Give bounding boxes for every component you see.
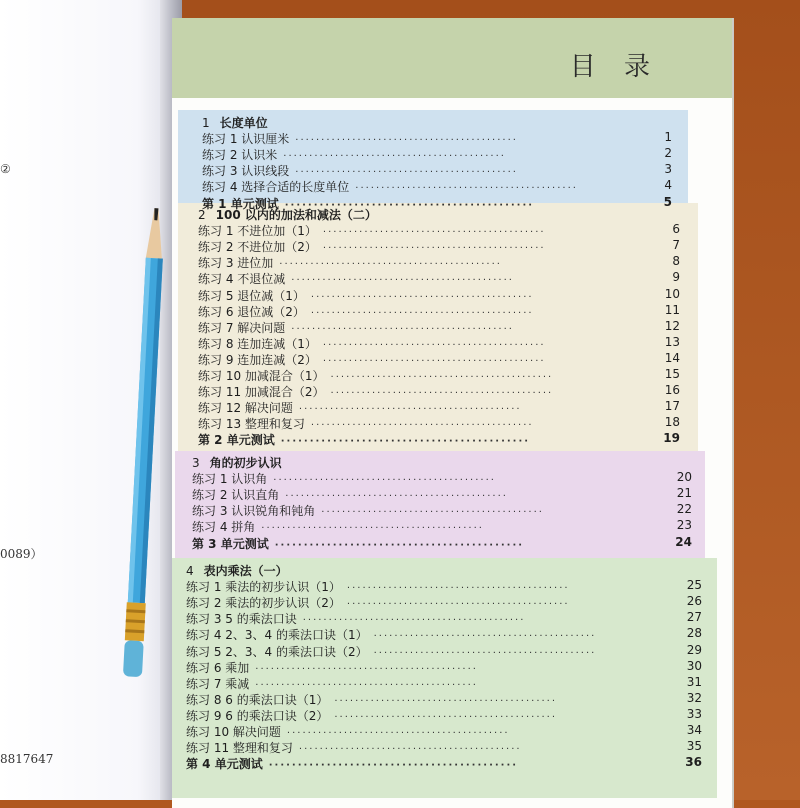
leader-dots: ··········································· [285,491,508,503]
toc-entry [186,626,702,643]
leader-dots: ··········································· [322,339,546,351]
leader-dots: ··········································· [298,404,522,416]
toc-entry [202,178,672,195]
entry-page-number: 13 [664,334,680,349]
toc-entry [186,610,702,627]
toc-entry [202,162,672,179]
entry-page-number: 11 [664,302,680,317]
entry-page-number: 18 [664,415,680,430]
entry-page-number: 16 [664,383,680,398]
leader-dots: ··········································· [295,167,518,179]
entry-page-number: 24 [675,534,692,549]
entry-page-number: 33 [686,706,702,721]
entry-label: 练习 1 不进位加（1） [198,224,317,239]
toc-entry [192,518,692,535]
section-heading [198,206,377,223]
section-number: 1 [202,116,210,130]
entry-page-number: 29 [686,642,702,657]
leader-dots: ··········································· [295,135,518,147]
toc-entry [192,486,692,503]
entry-page-number: 17 [664,399,680,414]
entry-page-number: 34 [686,723,702,737]
leader-dots: ··········································· [322,227,546,239]
entry-page-number: 22 [676,502,692,517]
section-number: 4 [186,564,194,578]
entry-label: 练习 9 连加连减（2） [198,352,317,367]
leader-dots: ··········································· [255,679,478,691]
entry-label: 练习 3 进位加 [198,256,274,271]
leader-dots: ··········································· [274,539,525,551]
leader-dots: ··········································· [284,199,535,211]
entry-label: 练习 13 整理和复习 [198,417,305,432]
entry-label: 练习 3 认识锐角和钝角 [192,504,316,519]
leader-dots: ··········································· [261,523,484,535]
entry-label: 练习 4 选择合适的长度单位 [202,180,350,195]
toc-entry [198,351,680,368]
left-page-fragment: ② [0,162,11,176]
entry-label: 练习 7 乘减 [186,676,250,691]
entry-label: 练习 10 加减混合（1） [198,369,325,383]
entry-page-number: 19 [663,431,680,446]
section-number: 3 [192,456,200,470]
leader-dots: ··········································· [322,243,546,255]
leader-dots: ··········································· [279,259,502,271]
entry-label: 练习 7 解决问题 [198,320,286,335]
unit-test-entry [198,431,680,448]
leader-dots: ··········································· [310,291,534,303]
left-page-fragment: 0089） [0,547,43,561]
pencil-eraser [123,640,144,677]
toc-entry [198,415,680,432]
entry-page-number: 4 [664,178,672,193]
entry-page-number: 15 [664,367,680,381]
entry-page-number: 28 [686,626,702,641]
toc-entry [186,578,702,595]
toc-entry [186,659,702,676]
entry-page-number: 35 [686,739,702,754]
entry-page-number: 3 [664,162,672,177]
section-heading [202,114,268,131]
section-number: 2 [198,208,206,222]
leader-dots: ··········································· [321,507,544,519]
toc-entry [202,130,672,147]
entry-label: 练习 6 退位减（2） [198,304,305,319]
toc-entry [198,287,680,304]
leader-dots: ··········································· [373,631,597,643]
entry-page-number: 14 [664,350,680,365]
entry-label: 第 3 单元测试 [192,536,269,551]
entry-label: 练习 4 拼角 [192,520,256,535]
page-title: 目 录 [569,52,660,82]
entry-page-number: 23 [676,518,692,533]
leader-dots: ··········································· [310,307,534,319]
leader-dots: ··········································· [283,151,506,163]
toc-entry [186,723,702,740]
section-title: 角的初步认识 [209,456,282,470]
entry-label: 练习 10 解决问题 [186,725,281,739]
entry-label: 练习 3 认识线段 [202,164,290,179]
entry-label: 第 2 单元测试 [198,433,275,448]
entry-label: 练习 1 认识角 [192,472,268,487]
leader-dots: ··········································· [310,420,534,432]
entry-label: 练习 11 整理和复习 [186,741,293,756]
entry-page-number: 8 [672,254,680,269]
entry-label: 练习 3 5 的乘法口诀 [186,612,297,627]
entry-label: 练习 5 2、3、4 的乘法口诀（2） [186,644,368,659]
toc-entry [186,675,702,692]
toc-entry [198,238,680,255]
toc-entry [186,691,702,708]
leader-dots: ··········································· [286,728,510,739]
entry-page-number: 7 [672,238,680,253]
entry-label: 练习 5 退位减（1） [198,288,305,303]
leader-dots: ··········································· [302,615,526,627]
leader-dots: ··········································· [334,711,558,723]
leader-dots: ··········································· [298,744,522,756]
entry-label: 练习 4 2、3、4 的乘法口诀（1） [186,628,368,643]
section-title: 长度单位 [219,116,268,130]
leader-dots: ··········································· [273,475,496,487]
leader-dots: ··········································· [373,647,597,659]
entry-page-number: 27 [686,610,702,625]
toc-entry [192,502,692,519]
toc-entry [198,222,680,239]
entry-label: 练习 6 乘加 [186,660,250,675]
entry-page-number: 1 [664,130,672,145]
header-band [172,18,732,98]
toc-entry [198,399,680,416]
toc-entry [198,367,680,384]
section-title: 表内乘法（一） [203,564,288,578]
entry-page-number: 36 [685,755,702,770]
left-page-fragment: 8817647 [0,752,54,766]
entry-page-number: 26 [686,594,702,609]
leader-dots: ··········································· [291,323,514,335]
entry-page-number: 25 [686,578,702,593]
entry-page-number: 30 [686,658,702,673]
entry-label: 练习 11 加减混合（2） [198,385,325,400]
entry-label: 练习 8 连加连减（1） [198,336,317,351]
toc-entry [198,383,680,400]
entry-page-number: 31 [686,674,702,689]
pencil [120,206,170,686]
entry-label: 练习 2 乘法的初步认识（2） [186,596,341,611]
leader-dots: ··········································· [346,599,570,611]
unit-test-entry [192,535,692,552]
toc-entry [198,319,680,336]
unit-test-entry [186,755,702,772]
leader-dots: ··········································· [355,183,578,195]
leader-dots: ··········································· [330,388,554,400]
leader-dots: ··········································· [346,583,570,595]
toc-entry [186,594,702,611]
entry-page-number: 6 [672,222,680,237]
toc-entry [192,470,692,487]
entry-page-number: 5 [663,194,672,209]
entry-page-number: 9 [672,270,680,285]
entry-page-number: 20 [676,470,692,485]
entry-label: 第 4 单元测试 [186,757,263,772]
entry-page-number: 32 [686,690,702,705]
entry-label: 练习 1 认识厘米 [202,132,290,147]
toc-entry [198,303,680,320]
toc-entry [202,146,672,163]
entry-label: 第 1 单元测试 [202,196,279,211]
entry-label: 练习 4 不退位减 [198,272,286,287]
leader-dots: ··········································· [330,372,554,383]
entry-label: 练习 2 认识直角 [192,488,280,503]
toc-entry [198,254,680,271]
leader-dots: ··········································· [268,760,519,772]
entry-label: 练习 1 乘法的初步认识（1） [186,580,341,595]
entry-page-number: 10 [664,286,680,301]
entry-label: 练习 12 解决问题 [198,401,293,416]
leader-dots: ··········································· [255,663,478,675]
entry-label: 练习 2 不进位加（2） [198,240,317,255]
contents-page [172,18,732,808]
section-title: 100 以内的加法和减法（二） [215,208,377,222]
toc-entry [186,707,702,724]
section-heading [186,562,288,579]
entry-label: 练习 9 6 的乘法口诀（2） [186,708,329,723]
toc-entry [186,739,702,756]
leader-dots: ··········································· [334,695,558,707]
toc-entry [198,335,680,352]
leader-dots: ··········································· [322,355,546,367]
leader-dots: ··········································· [280,436,531,448]
entry-label: 练习 2 认识米 [202,148,278,163]
leader-dots: ··········································· [291,275,514,287]
entry-page-number: 2 [664,146,672,161]
entry-page-number: 21 [676,486,692,501]
toc-entry [198,270,680,287]
entry-label: 练习 8 6 的乘法口诀（1） [186,692,329,707]
entry-page-number: 12 [664,318,680,333]
toc-entry [186,643,702,660]
section-heading [192,454,282,471]
